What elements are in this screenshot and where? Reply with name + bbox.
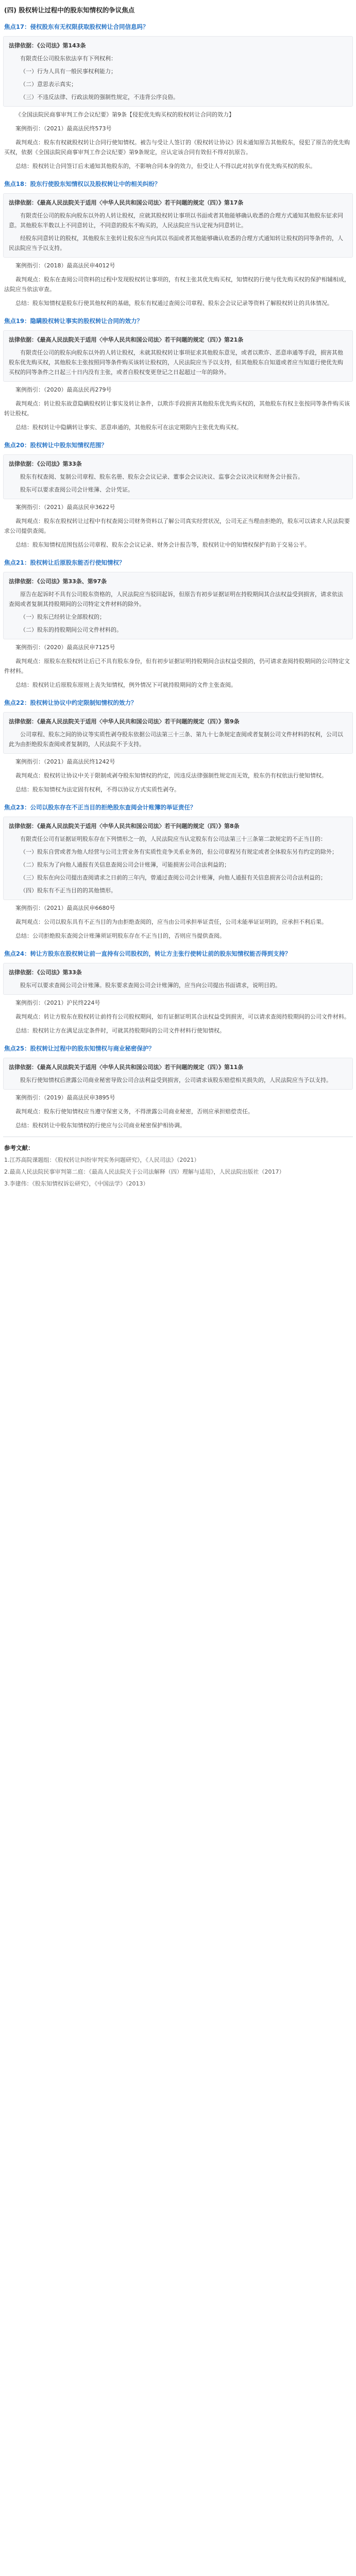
law-quote-line: 公司章程、股东之间的协议等实质性剥夺股东依据公司法第三十三条、第九十七条规定查阅或者复制公司文件材料的权利，公司以此为由拒绝股东查阅或者复制的，人民法院不予支持。 — [9, 731, 343, 748]
law-quote-line: （一）股东已经转让全部股权的； — [20, 614, 105, 620]
question-title: 焦点18：股东行使股东知情权以及股权转让中的相关纠纷？ — [4, 180, 161, 188]
body-paragraph: 案例指引：（2018）最高法民申4012号 — [15, 262, 115, 269]
law-quote-line: 股东有权查阅、复制公司章程、股东名册、股东会会议记录、董事会会议决议、监事会会议决议和财务会计报告。 — [20, 473, 303, 480]
law-quote-block — [3, 572, 353, 639]
law-quote-block — [3, 36, 353, 107]
law-quote-line: 法律依据：《最高人民法院关于适用〈中华人民共和国公司法〉若干问题的规定（四）》第8条 — [9, 823, 240, 829]
question-title: 焦点24：转让方股东在股权转让前一直持有公司股权的，转让方主张行使转让前的股东知情权能否得到支持？ — [4, 950, 291, 957]
law-quote-line: 法律依据：《最高人民法院关于适用〈中华人民共和国公司法〉若干问题的规定（四）》第21条 — [9, 336, 244, 343]
body-paragraph: 裁判观点：股东行使知情权应当遵守保密义务，不得泄露公司商业秘密，否则应承担赔偿责任。 — [15, 1108, 253, 1115]
body-paragraph: 裁判观点：股东在股权转让过程中有权查阅公司财务资料以了解公司真实经营状况，公司无正当理由拒绝的，股东可以请求人民法院要求公司提供查阅。 — [4, 518, 350, 534]
question-title: 焦点19：隐瞒股权转让事实的股权转让合同的效力？ — [4, 317, 143, 325]
law-quote-block — [3, 454, 353, 499]
body-paragraph: 案例指引：（2021）最高法民申6680号 — [15, 905, 115, 911]
references-title: 参考文献： — [4, 1144, 34, 1151]
question-title: 焦点22：股权转让协议中约定限制知情权的效力？ — [4, 699, 137, 706]
body-paragraph: 案例指引：（2019）最高法民申3895号 — [15, 1094, 115, 1101]
law-quote-line: （三）股东在向公司提出查阅请求之日前的三年内，曾通过查阅公司会计账簿，向他人通报有关信息损害公司合法利益的； — [20, 874, 326, 881]
law-quote-line: 股东行使知情权后泄露公司商业秘密导致公司合法利益受到损害，公司请求该股东赔偿相关损失的，人民法院应当予以支持。 — [20, 1077, 332, 1083]
body-paragraph: 案例指引：（2021）最高法民申3622号 — [15, 504, 115, 511]
law-quote-line: （一）行为人具有一般民事权利能力； — [20, 68, 116, 75]
section-heading: (四) 股权转让过程中的股东知情权的争议焦点 — [4, 6, 135, 14]
body-paragraph: 裁判观点：原股东在股权转让后已不具有股东身份，但有初步证据证明持股期间合法权益受损的，仍可请求查阅持股期间的公司特定文件材料。 — [4, 658, 350, 674]
body-paragraph: 案例指引：（2020）最高法民再279号 — [15, 386, 112, 393]
law-quote-block — [3, 712, 353, 754]
body-paragraph: 案例指引：（2021）沪民终224号 — [15, 999, 100, 1006]
references — [3, 1142, 353, 1191]
law-quote-block — [3, 817, 353, 900]
reference-item: 1.江苏高院课题组：《股权转让纠纷审判实务问题研究》，《人民司法》（2021） — [4, 1157, 200, 1163]
law-quote-block — [3, 1058, 353, 1090]
body-paragraph: 裁判观点：转让股东故意隐瞒股权转让事实及转让条件，以欺诈手段损害其他股东优先购买权的，其他股东有权主张按同等条件购买该转让股权。 — [4, 400, 350, 417]
law-quote-line: 法律依据：《最高人民法院关于适用〈中华人民共和国公司法〉若干问题的规定（四）》第17条 — [9, 199, 244, 206]
body-paragraph: 案例指引：（2021）最高法民终573号 — [15, 125, 112, 132]
law-quote-line: 法律依据：《公司法》第33条 — [9, 461, 82, 467]
body-paragraph: 总结：股东知情权是股东行使其他权利的基础，股东有权通过查阅公司章程、股东会会议记录等资料了解股权转让的具体情况。 — [15, 300, 333, 307]
law-quote-line: （二）股东为了向他人通报有关信息查阅公司会计账簿，可能损害公司合法利益的； — [20, 861, 230, 868]
law-quote-line: （一）股东自营或者为他人经营与公司主营业务有实质性竞争关系业务的，但公司章程另有规定或者全体股东另有约定的除外； — [20, 849, 337, 855]
law-quote-line: 有限责任公司有证据证明股东存在下列情形之一的，人民法院应当认定股东有公司法第三十三条第二款规定的不正当目的： — [20, 836, 326, 842]
body-paragraph: 裁判观点：股东在查阅公司资料的过程中发现股权转让事项的，有权主张其优先购买权，知情权的行使与优先购买权的保护相辅相成，法院应当依法审查。 — [4, 276, 350, 293]
law-quote-block — [3, 963, 353, 995]
body-paragraph: 总结：股权转让中股东知情权的行使应与公司商业秘密保护相协调。 — [15, 1122, 185, 1129]
questions-list — [3, 18, 353, 1130]
law-quote-line: （二）意思表示真实； — [20, 81, 77, 88]
law-quote-line: （三）不违反法律、行政法规的强制性规定，不违背公序良俗。 — [20, 94, 179, 100]
body-paragraph: 案例指引：（2021）最高法民终1242号 — [15, 758, 115, 765]
law-quote-line: （四）股东有不正当目的的其他情形。 — [20, 887, 116, 894]
body-paragraph: 裁判观点：转让方股东在股权转让前持有公司股权期间，如有证据证明其合法权益受到损害，可以请求查阅持股期间的公司文件材料。 — [15, 1013, 350, 1020]
question-title: 焦点17：侵权股东有无权限获取股权转让合同信息吗？ — [4, 23, 149, 30]
body-paragraph: 总结：股东知情权为法定固有权利，不得以协议方式实质性剥夺。 — [15, 786, 180, 793]
law-quote-line: 法律依据：《最高人民法院关于适用〈中华人民共和国公司法〉若干问题的规定（四）》第9条 — [9, 718, 240, 725]
body-paragraph: 案例指引：（2020）最高法民申7125号 — [15, 644, 115, 651]
law-quote-line: 法律依据：《最高人民法院关于适用〈中华人民共和国公司法〉若干问题的规定（四）》第11条 — [9, 1064, 244, 1071]
body-paragraph: 总结：股权转让后原股东原则上丧失知情权，例外情况下可就持股期间的文件主张查阅。 — [15, 682, 236, 688]
body-paragraph: 《全国法院民商事审判工作会议纪要》第9条【侵犯优先购买权的股权转让合同的效力】 — [15, 111, 234, 118]
article-body — [0, 0, 356, 1199]
law-quote-line: 法律依据：《公司法》第143条 — [9, 42, 86, 49]
body-paragraph: 总结：股权转让中隐瞒转让事实、恶意串通的，其他股东可在法定期限内主张优先购买权。 — [15, 424, 242, 431]
law-quote-line: 股东可以要求查阅公司会计账簿。股东要求查阅公司会计账簿的，应当向公司提出书面请求，说明目的。 — [20, 982, 281, 989]
law-quote-line: 有限责任公司的股东向股东以外的人转让股权，应就其股权转让事项以书面或者其他能够确认收悉的合理方式通知其他股东征求同意。其他股东半数以上不同意转让，不同意的股东不购买的，人民法院应当认定视为同意转让。 — [9, 212, 343, 229]
law-quote-line: 法律依据：《公司法》第33条 — [9, 969, 82, 976]
question-title: 焦点21：股权转让后原股东能否行使知情权？ — [4, 559, 125, 566]
law-quote-line: 经股东同意转让的股权，其他股东主张转让股东应当向其以书面或者其他能够确认收悉的合理方式通知转让股权的同等条件的，人民法院应当予以支持。 — [9, 235, 343, 251]
reference-item: 2.最高人民法院民事审判第二庭：《最高人民法院关于公司法解释（四）理解与适用》，人民法院出版社（2017） — [4, 1168, 285, 1175]
question-title: 焦点20：股权转让中股东知情权范围？ — [4, 442, 108, 449]
law-quote-line: （二）股东的持股期间公司文件材料的。 — [20, 626, 122, 633]
law-quote-line: 原告在起诉时不具有公司股东资格的，人民法院应当驳回起诉，但原告有初步证据证明在持股期间其合法权益受到损害，请求依法查阅或者复制其持股期间的公司特定文件材料的除外。 — [9, 591, 343, 607]
law-quote-block — [3, 330, 353, 382]
question-title: 焦点25：股权转让过程中的股东知情权与商业秘密保护？ — [4, 1045, 155, 1052]
body-paragraph: 总结：股东知情权范围包括公司章程、股东会会议记录、财务会计报告等，股权转让中的知情权保护有助于交易公平。 — [15, 541, 310, 548]
question-title: 焦点23：公司以股东存在不正当目的拒绝股东查阅会计账簿的举证责任？ — [4, 804, 196, 811]
reference-item: 3.李建伟：《股东知情权诉讼研究》，《中国法学》（2013） — [4, 1180, 149, 1187]
body-paragraph: 裁判观点：股权转让协议中关于限制或剥夺股东知情权的约定，因违反法律强制性规定而无效，股东仍有权依法行使知情权。 — [15, 772, 327, 779]
law-quote-line: 有限责任公司的股东向股东以外的人转让股权，未就其股权转让事项征求其他股东意见，或者以欺诈、恶意串通等手段，损害其他股东优先购买权，其他股东主张按照同等条件购买该转让股权的，人民法院应当予以支持，但其他股东自知道或者应当知道行使优先购买权的同等条件之日起三十日内没有主张，或者自股权变更登记之日起超过一年的除外。 — [9, 349, 343, 376]
references-list — [3, 1155, 353, 1191]
law-quote-line: 股东可以要求查阅公司会计账簿、会计凭证。 — [20, 486, 133, 493]
body-paragraph: 总结：公司拒绝股东查阅会计账簿须证明股东存在不正当目的，否则应当提供查阅。 — [15, 933, 225, 939]
body-paragraph: 裁判观点：公司以股东具有不正当目的为由拒绝查阅的，应当由公司承担举证责任，公司未能举证证明的，应承担不利后果。 — [15, 919, 327, 925]
law-quote-line: 有限责任公司股东依法享有下列权利： — [20, 55, 116, 62]
body-paragraph: 总结：股权转让方在满足法定条件时，可就其持股期间的公司文件材料行使知情权。 — [15, 1027, 225, 1034]
law-quote-line: 法律依据：《公司法》第33条、第97条 — [9, 578, 107, 585]
body-paragraph: 总结：股权转让合同签订后未通知其他股东的，不影响合同本身的效力，但受让人不得以此对抗享有优先购买权的股东。 — [15, 163, 316, 170]
body-paragraph: 裁判观点：股东有权就股权转让合同行使知情权。被告与受让人签订的《股权转让协议》因未通知原告其他股东，侵犯了原告的优先购买权，依据《全国法院民商事审判工作会议纪要》第9条规定，应认定该合同有效但不得对抗原告。 — [4, 139, 350, 156]
law-quote-block — [3, 193, 353, 258]
